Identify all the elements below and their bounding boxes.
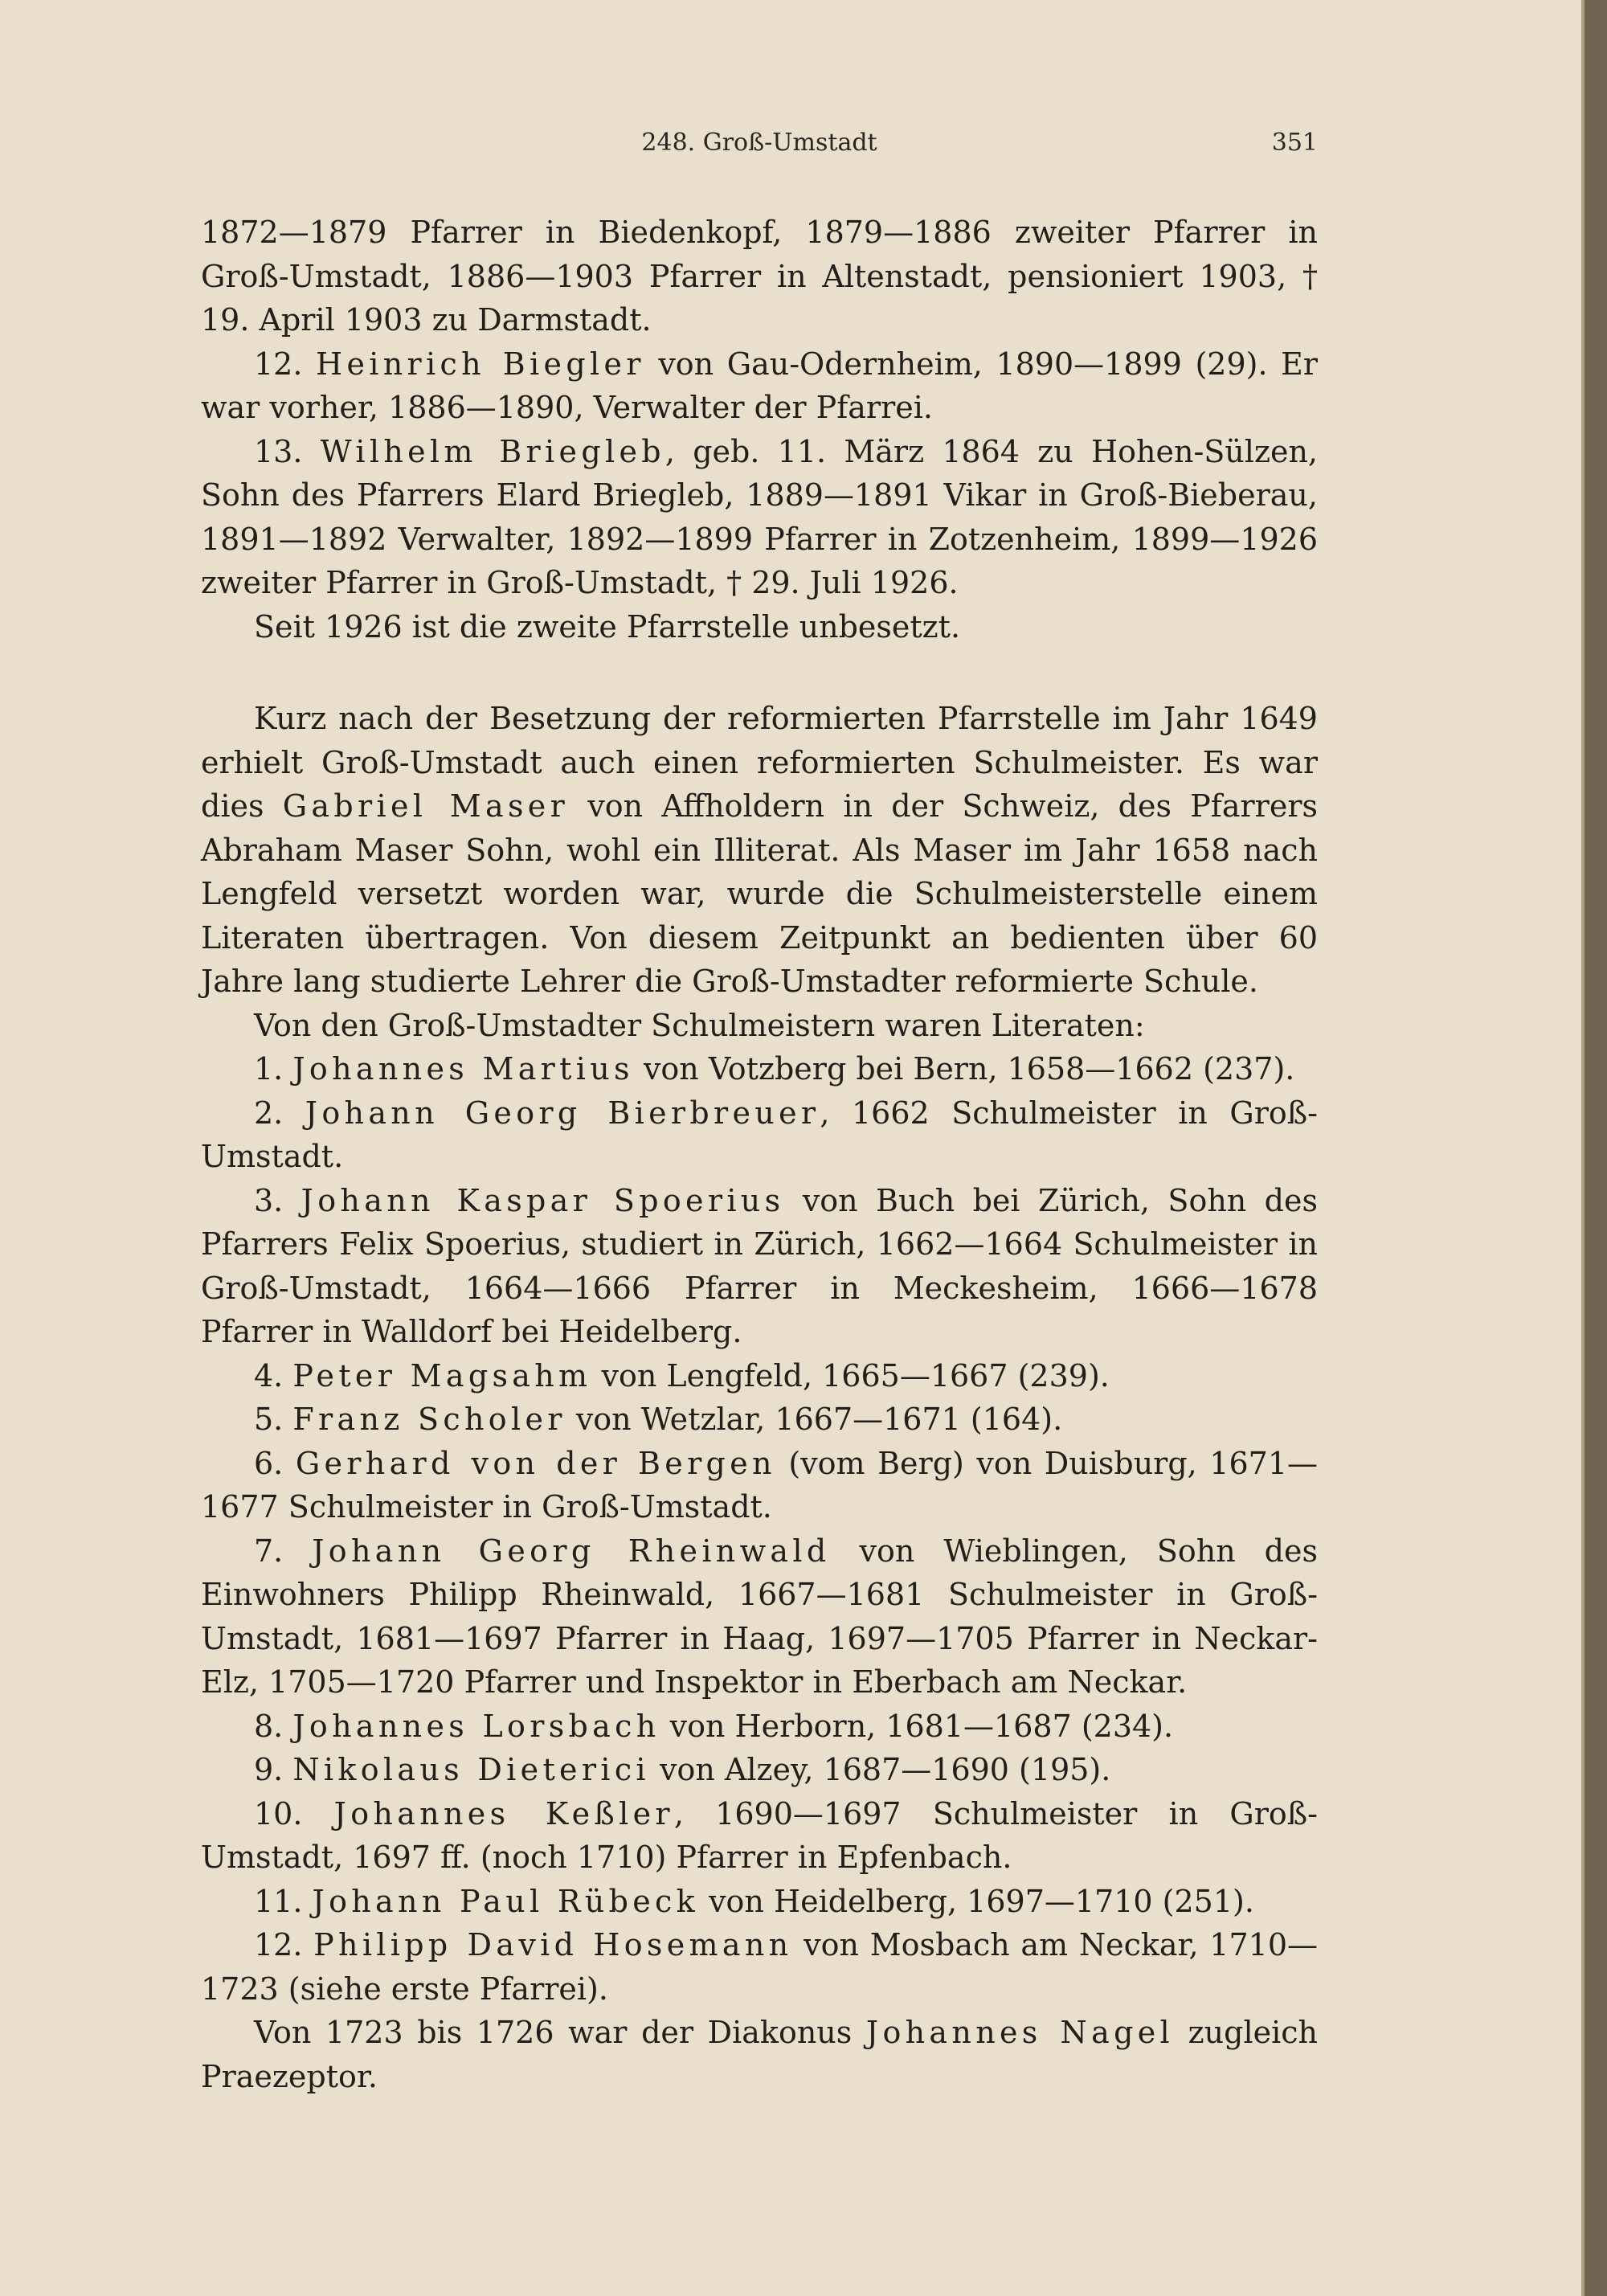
person-name: Wilhelm Briegleb: [320, 433, 665, 469]
person-name: Johannes Lorsbach: [292, 1708, 660, 1744]
entry-12-pastor: 12. Heinrich Biegler von Gau-Odernheim, 1890—1899 (29). Er war vorher, 1886—1890, Verwalter der Pfarrei.: [201, 346, 1319, 425]
person-name: Gerhard von der Bergen: [295, 1445, 776, 1481]
person-name: Johann Georg Bierbreuer: [305, 1095, 820, 1131]
list-item: 8. Johannes Lorsbach von Herborn, 1681—1687 (234).: [254, 1708, 1174, 1744]
paragraph-continuation: 1872—1879 Pfarrer in Biedenkopf, 1879—1886 zweiter Pfarrer in Groß-Umstadt, 1886—1903 Pfarrer in Altenstadt, pensioniert 1903, † 19. April 1903 zu Darmstadt.: [201, 215, 1318, 338]
person-name: Johannes Keßler: [333, 1795, 674, 1831]
person-name: Johann Paul Rübeck: [312, 1883, 699, 1919]
person-name: Johannes Martius: [292, 1051, 634, 1087]
vacancy-note: Seit 1926 ist die zweite Pfarrstelle unbesetzt.: [254, 608, 961, 645]
page-number: 351: [1271, 129, 1318, 157]
person-name: Peter Magsahm: [292, 1357, 592, 1394]
closing-note: Von 1723 bis 1726 war der Diakonus Johannes Nagel zugleich Praezeptor.: [201, 2015, 1319, 2094]
list-item: 11. Johann Paul Rübeck von Heidelberg, 1697—1710 (251).: [254, 1883, 1254, 1919]
person-name: Johannes Nagel: [865, 2015, 1175, 2050]
person-name: Johann Georg Rheinwald: [312, 1533, 831, 1569]
list-item: 6. Gerhard von der Bergen (vom Berg) von Duisburg, 1671—1677 Schulmeister in Groß-Umstadt.: [201, 1445, 1318, 1525]
list-item: 12. Philipp David Hosemann von Mosbach am Neckar, 1710—1723 (siehe erste Pfarrei).: [201, 1927, 1319, 2007]
book-edge: [1585, 0, 1607, 2296]
list-item: 10. Johannes Keßler, 1690—1697 Schulmeister in Groß-Umstadt, 1697 ff. (noch 1710) Pfarrer in Epfenbach.: [201, 1795, 1319, 1875]
person-name: Johann Kaspar Spoerius: [301, 1182, 785, 1218]
list-item: 2. Johann Georg Bierbreuer, 1662 Schulmeister in Groß-Umstadt.: [201, 1095, 1318, 1174]
body-text: [201, 211, 1318, 2098]
page-header: [201, 129, 1318, 169]
list-item: 4. Peter Magsahm von Lengfeld, 1665—1667 (239).: [254, 1357, 1110, 1394]
person-name: Franz Scholer: [292, 1402, 566, 1437]
schoolmaster-intro: Kurz nach der Besetzung der reformierten Pfarrstelle im Jahr 1649 erhielt Groß-Umstadt auch einen reformierten Schulmeister. Es war dies Gabriel Maser von Affholdern in der Schweiz, des Pfarrers Abraham Maser Sohn, wohl ein Illiterat. Als Maser im Jahr 1658 nach Lengfeld versetzt worden war, wurde die Schulmeisterstelle einem Literaten übertragen. Von diesem Zeitpunkt an bedienten über 60 Jahre lang studierte Lehrer die Groß-Umstadter reformierte Schule.: [201, 701, 1318, 999]
list-item: 7. Johann Georg Rheinwald von Wieblingen, Sohn des Einwohners Philipp Rheinwald, 1667—1681 Schulmeister in Groß-Umstadt, 1681—1697 Pfarrer in Haag, 1697—1705 Pfarrer in Neckar-Elz, 1705—1720 Pfarrer und Inspektor in Eberbach am Neckar.: [201, 1533, 1318, 1700]
list-item: 1. Johannes Martius von Votzberg bei Bern, 1658—1662 (237).: [254, 1051, 1295, 1087]
entry-13-pastor: 13. Wilhelm Briegleb, geb. 11. März 1864 zu Hohen-Sülzen, Sohn des Pfarrers Elard Briegleb, 1889—1891 Vikar in Groß-Bieberau, 1891—1892 Verwalter, 1892—1899 Pfarrer in Zotzenheim, 1899—1926 zweiter Pfarrer in Groß-Umstadt, † 29. Juli 1926.: [201, 433, 1318, 600]
person-name: Nikolaus Dieterici: [292, 1752, 650, 1787]
person-name: Heinrich Biegler: [316, 346, 645, 382]
person-name: Gabriel Maser: [282, 788, 570, 824]
list-item: 3. Johann Kaspar Spoerius von Buch bei Zürich, Sohn des Pfarrers Felix Spoerius, studiert in Zürich, 1662—1664 Schulmeister in Groß-Umstadt, 1664—1666 Pfarrer in Meckesheim, 1666—1678 Pfarrer in Walldorf bei Heidelberg.: [201, 1182, 1318, 1349]
list-item: 5. Franz Scholer von Wetzlar, 1667—1671 (164).: [254, 1402, 1063, 1437]
running-title: 248. Groß-Umstadt: [641, 129, 877, 157]
list-item: 9. Nikolaus Dieterici von Alzey, 1687—1690 (195).: [254, 1752, 1111, 1787]
list-intro: Von den Groß-Umstadter Schulmeistern waren Literaten:: [254, 1007, 1145, 1043]
person-name: Philipp David Hosemann: [313, 1927, 793, 1962]
